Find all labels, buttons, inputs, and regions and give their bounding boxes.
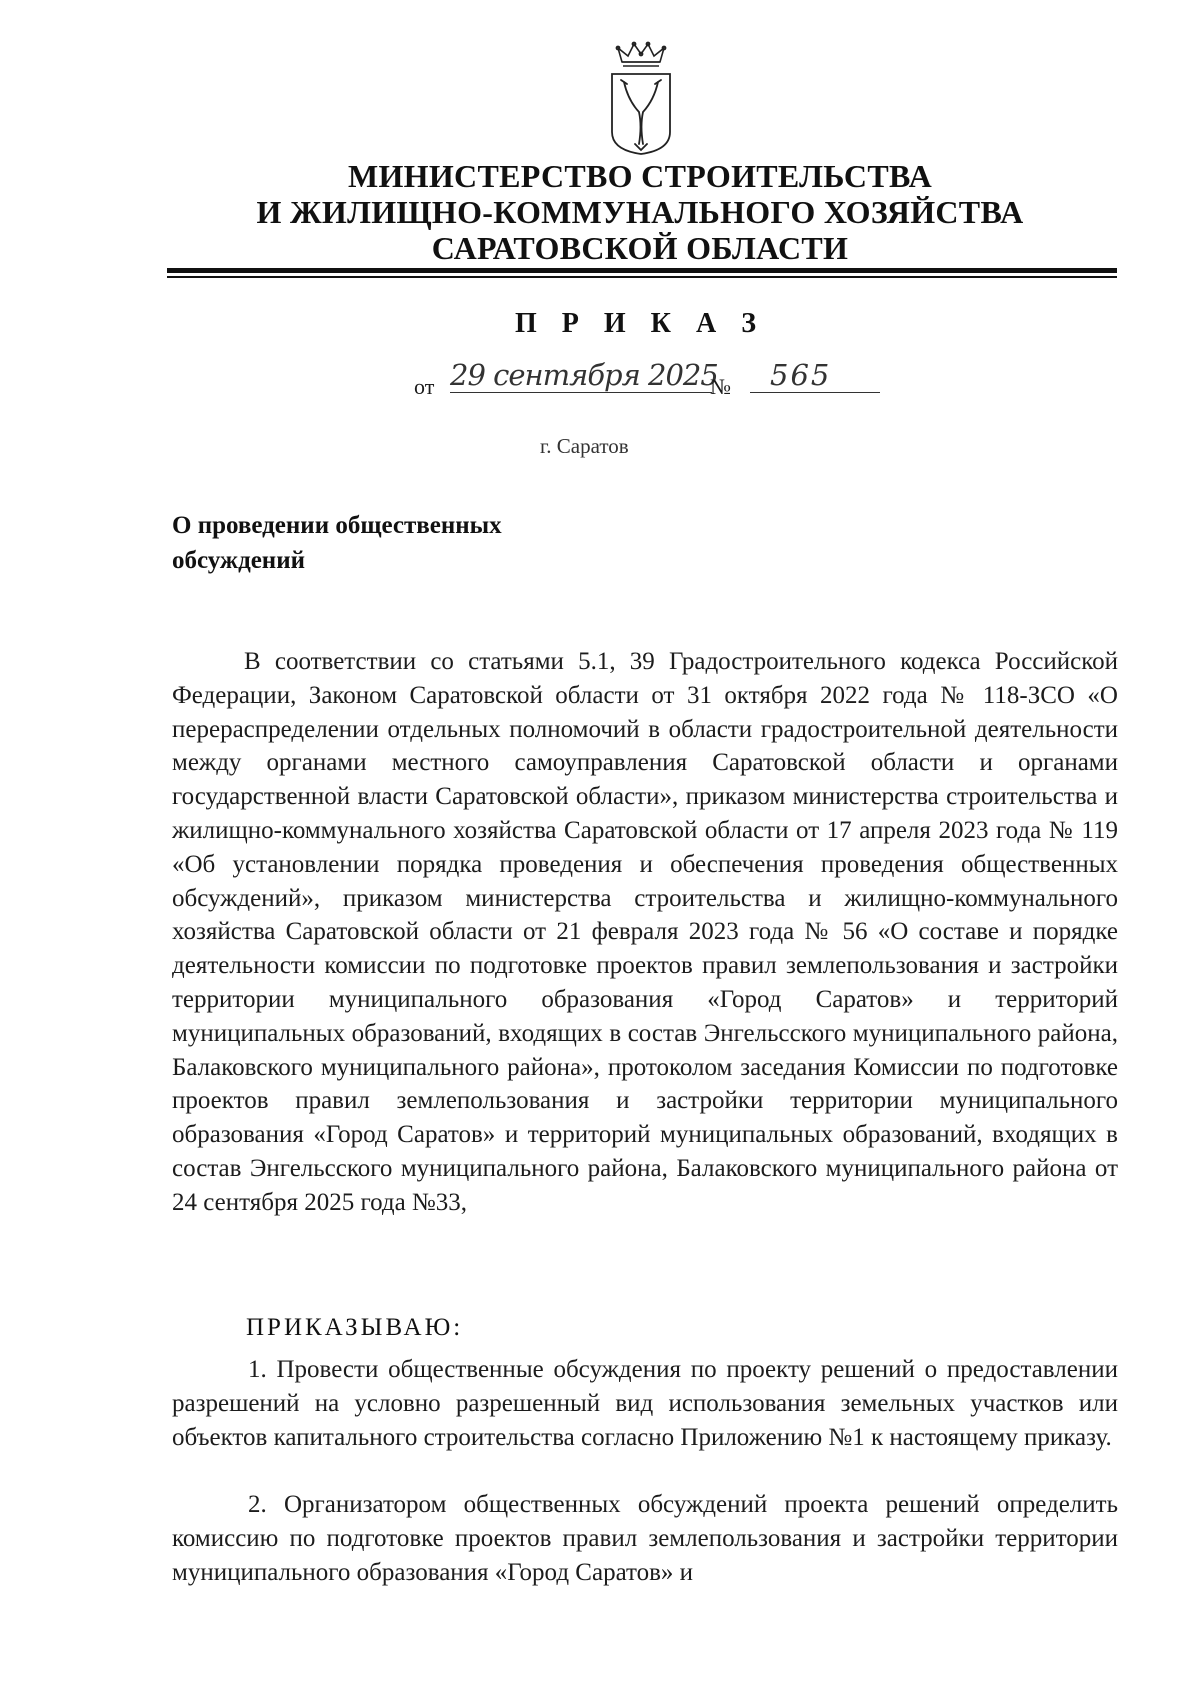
ministry-title (150, 158, 1130, 266)
number-prefix-label: № (710, 374, 731, 399)
header-rule-thin (167, 276, 1117, 278)
date-prefix-label: от (414, 374, 435, 399)
ministry-line-1: МИНИСТЕРСТВО СТРОИТЕЛЬСТВА (347, 158, 933, 194)
subject-line-2: обсуждений (172, 547, 306, 574)
document-type-title: П Р И К А З (515, 308, 765, 339)
order-item-1: 1. Провести общественные обсуждения по проекту решений о предоставлении разрешений на условно разрешенный вид использования земельных участков или объектов капитального строительства согласно Приложению №1 к настоящему приказу. (172, 1356, 1118, 1451)
handwritten-date: 29 сентября 2025 (450, 358, 718, 392)
subject-line-1: О проведении общественных (172, 512, 502, 539)
city-label: г. Саратов (540, 434, 629, 458)
handwritten-order-number: 565 (750, 358, 880, 393)
order-heading: ПРИКАЗЫВАЮ: (246, 1314, 464, 1341)
header-rule-thick (167, 268, 1117, 273)
order-item-2: 2. Организатором общественных обсуждений проекта решений определить комиссию по подготовке проектов правил землепользования и застройки территории муниципального образования «Город Саратов» и (172, 1491, 1118, 1586)
ministry-line-2: И ЖИЛИЩНО-КОММУНАЛЬНОГО ХОЗЯЙСТВА (256, 194, 1024, 230)
order-date-number-row (410, 358, 910, 408)
preamble-paragraph: В соответствии со статьями 5.1, 39 Градостроительного кодекса Российской Федерации, Законом Саратовской области от 31 октября 2022 года № 118-ЗСО «О перераспределении отдельных полномочий в области градостроительной деятельности между органами местного самоуправления Саратовской области и органами государственной власти Саратовской области», приказом министерства строительства и жилищно-коммунального хозяйства Саратовской области от 17 апреля 2023 года № 119 «Об установлении порядка проведения и обеспечения проведения общественных обсуждений», приказом министерства строительства и жилищно-коммунального хозяйства Саратовской области от 21 февраля 2023 года № 56 «О составе и порядке деятельности комиссии по подготовке проектов правил землепользования и застройки территории муниципального образования «Город Саратов» и территорий муниципальных образований, входящих в состав Энгельсского муниципального района, Балаковского муниципального района», протоколом заседания Комиссии по подготовке проектов правил землепользования и застройки территории муниципального образования «Город Саратов» и территорий муниципальных образований, входящих в состав Энгельсского муниципального района, Балаковского муниципального района от 24 сентября 2025 года №33, (172, 648, 1118, 1216)
order-subject (172, 508, 692, 578)
coat-of-arms-icon (606, 40, 676, 156)
ministry-line-3: САРАТОВСКОЙ ОБЛАСТИ (431, 230, 849, 266)
